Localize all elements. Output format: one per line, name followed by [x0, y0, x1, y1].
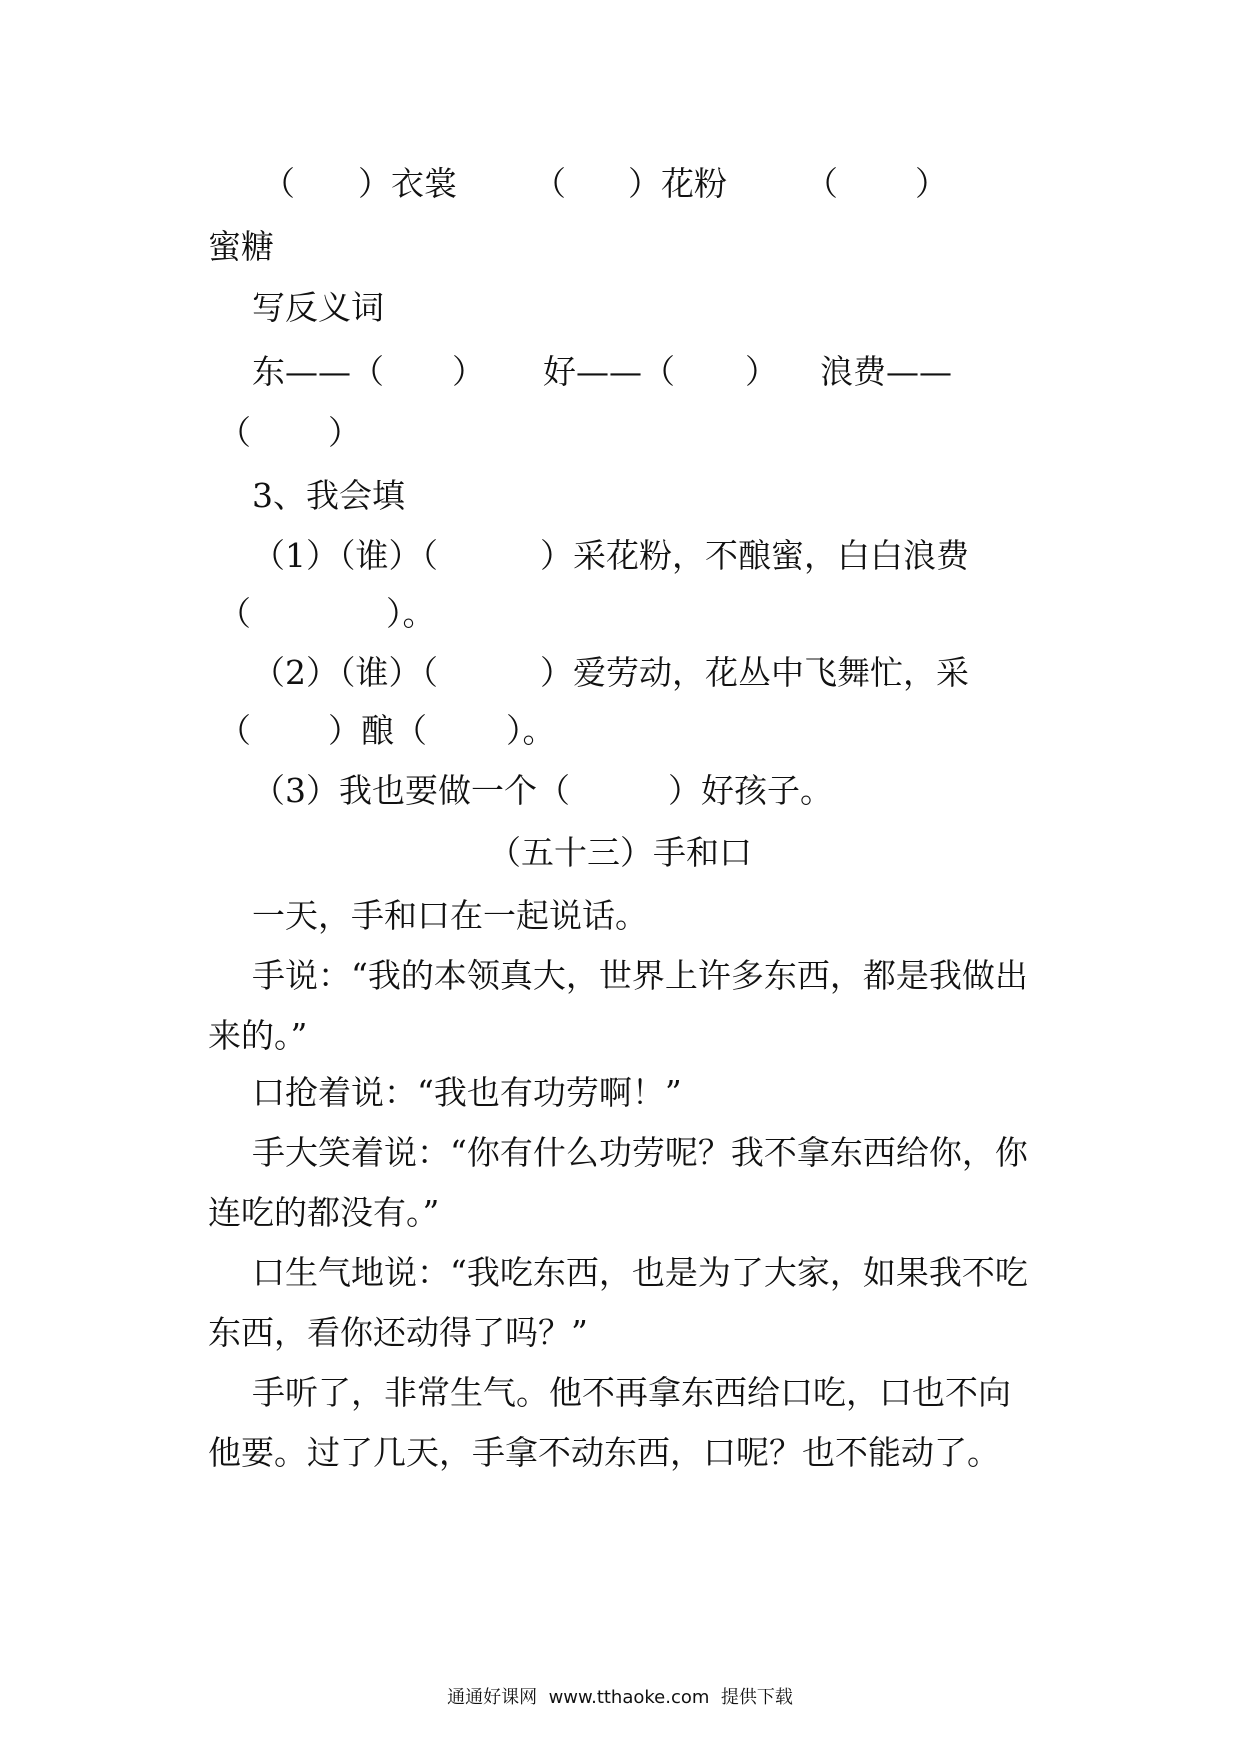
q2-prefix: （2）（谁）（	[252, 653, 438, 692]
q1-text: ）采花粉，不酿蜜，白白浪费	[540, 536, 969, 575]
antonym-item-good: 好——（	[543, 352, 675, 391]
word-clothes: ）衣裳	[358, 164, 457, 203]
q2-blank-close: ）。	[506, 711, 556, 750]
story-paragraph-6-line-2: 他要。过了几天，手拿不动东西，口呢？也不能动了。	[208, 1433, 1000, 1472]
antonym-blank-open: （	[218, 413, 251, 452]
blank-open-2: （	[533, 164, 566, 203]
story-paragraph-4-line-2: 连吃的都没有。”	[208, 1193, 440, 1232]
exercise3-heading: 3、我会填	[252, 476, 405, 515]
antonym-close-2: ）	[745, 352, 778, 391]
antonym-item-waste: 浪费——	[820, 352, 952, 391]
blank-open-3: （	[805, 164, 838, 203]
q3-prefix: （3）我也要做一个（	[252, 771, 570, 810]
story-paragraph-2-line-2: 来的。”	[208, 1016, 308, 1055]
story-paragraph-6-line-1: 手听了，非常生气。他不再拿东西给口吃，口也不向	[252, 1373, 1011, 1412]
blank-open-1: （	[262, 164, 295, 203]
word-pollen: ）花粉	[628, 164, 727, 203]
word-honey: 蜜糖	[208, 227, 274, 266]
antonyms-heading: 写反义词	[252, 288, 384, 327]
story-paragraph-1: 一天，手和口在一起说话。	[252, 896, 648, 935]
page-footer: 通通好课网 www.tthaoke.com 提供下载	[447, 1687, 793, 1708]
q2-brew: ）酿（	[328, 711, 427, 750]
q2-blank-open: （	[218, 711, 251, 750]
blank-close-3: ）	[915, 164, 948, 203]
story-paragraph-3: 口抢着说：“我也有功劳啊！”	[252, 1073, 682, 1112]
antonym-blank-close: ）	[328, 413, 361, 452]
antonym-close-1: ）	[452, 352, 485, 391]
q1-blank-open: （	[218, 594, 251, 633]
antonym-item-east: 东——（	[252, 352, 384, 391]
q2-text: ）爱劳动，花丛中飞舞忙，采	[540, 653, 969, 692]
q1-blank-close: ）。	[386, 594, 436, 633]
story-paragraph-4-line-1: 手大笑着说：“你有什么功劳呢？我不拿东西给你，你	[252, 1133, 1028, 1172]
q3-text: ）好孩子。	[668, 771, 833, 810]
story-paragraph-2-line-1: 手说：“我的本领真大，世界上许多东西，都是我做出	[252, 956, 1028, 995]
q1-prefix: （1）（谁）（	[252, 536, 438, 575]
story-paragraph-5-line-2: 东西，看你还动得了吗？”	[208, 1313, 588, 1352]
story-paragraph-5-line-1: 口生气地说：“我吃东西，也是为了大家，如果我不吃	[252, 1253, 1028, 1292]
story-title: （五十三）手和口	[488, 833, 752, 872]
